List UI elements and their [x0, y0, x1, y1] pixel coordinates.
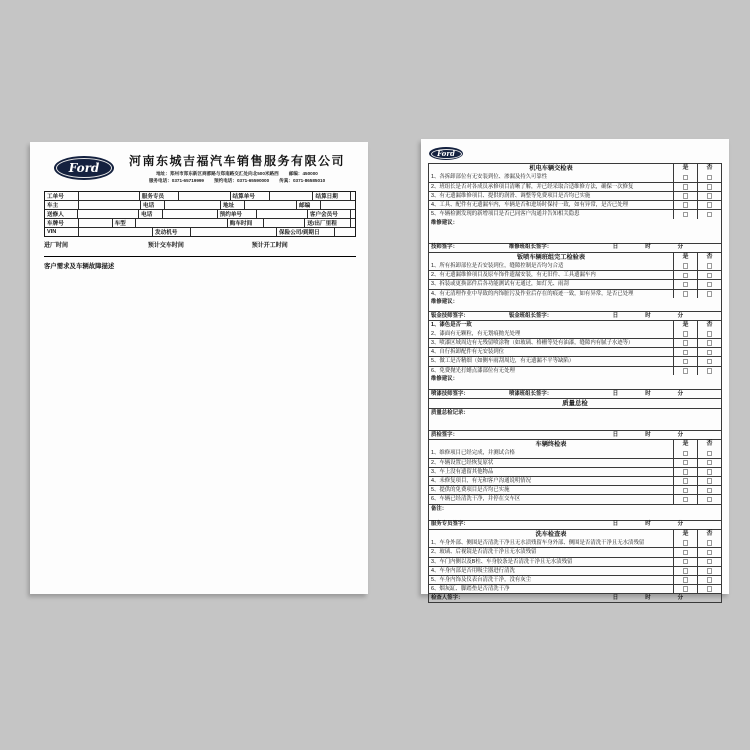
plate-no-value	[79, 219, 113, 227]
repair-order-page	[30, 142, 368, 594]
checklist-row	[429, 584, 721, 593]
yes-checkbox	[683, 202, 689, 208]
day-label: 日	[612, 431, 619, 438]
checklist-row	[429, 494, 721, 503]
insurance-label: 保险公司/到期日	[277, 228, 335, 236]
checklist-item-text: 1、车身外部、侧围是否清洗干净且无水渍残留车身外部、侧围是否清洗干净且无水渍残留	[429, 539, 674, 548]
checklist-item-text: 3、喷漆区域周边有无残留喷涂物（如玻璃、格栅等处有油漆，缝隙内有腻子水迹等）	[429, 339, 674, 347]
checklist-row	[429, 547, 721, 556]
inspection-checklist-page	[421, 139, 729, 602]
no-checkbox	[707, 350, 713, 356]
hour-label: 时	[645, 390, 651, 397]
owner-label: 车主	[45, 201, 79, 209]
company-address: 地址：郑州市郑东新区商都路与郑南路交汇处向北500米路西	[156, 170, 279, 176]
body-technician-signature-label: 钣金技师签字：	[431, 312, 469, 319]
datetime-labels	[613, 432, 683, 438]
yes-checkbox	[683, 368, 689, 374]
yes-checkbox	[683, 550, 689, 556]
checklist-item-text: 4、工具、配件有无遗漏车内，车辆是否和进场时保持一致，如有异常，是否已处理	[429, 201, 674, 209]
yes-column-header: 是	[674, 164, 698, 173]
minute-label: 分	[677, 312, 683, 319]
checklist-rows	[429, 329, 721, 374]
yes-cell	[674, 329, 698, 338]
yes-cell	[674, 271, 698, 279]
checklist-row	[429, 347, 721, 356]
no-checkbox	[707, 212, 713, 218]
checklist-row	[429, 200, 721, 209]
service-advisor-signature-label: 服务专员签字：	[431, 521, 469, 528]
wash-check-title: 洗车检查表	[429, 530, 674, 539]
paint-technician-signature-label: 喷漆技师签字：	[431, 390, 469, 397]
minute-label: 分	[677, 244, 683, 251]
checklist-item-text: 2、漆面有无颗粒，有无划痕抛光处理	[429, 329, 674, 338]
no-cell	[698, 339, 721, 347]
sender-phone-label: 电话	[139, 210, 163, 218]
yes-checkbox	[683, 488, 689, 494]
checklist-row	[429, 356, 721, 365]
yes-cell	[674, 357, 698, 365]
checklist-item-text: 3、有无遗漏维修项目、提供的润滑、调整等免费项目是否均已实施	[429, 192, 674, 200]
ford-logo-text: Ford	[68, 161, 100, 175]
fault-description-heading: 客户需求及车辆故障描述	[44, 263, 115, 270]
yes-checkbox	[683, 568, 689, 574]
time-row	[44, 240, 356, 249]
no-checkbox	[707, 273, 713, 279]
no-cell	[698, 357, 721, 365]
quality-inspection-section	[428, 398, 722, 440]
booking-no-value	[257, 210, 308, 218]
booking-phone: 预约电话：0371-65590000	[214, 178, 270, 183]
table-header	[429, 253, 721, 262]
checklist-row	[429, 539, 721, 548]
no-checkbox	[707, 469, 713, 475]
yes-cell	[674, 539, 698, 548]
wash-check-table	[428, 529, 722, 604]
yes-checkbox	[683, 282, 689, 288]
phone-label: 电话	[141, 201, 165, 209]
booking-no-label: 预约单号	[218, 210, 257, 218]
yes-cell	[674, 348, 698, 356]
yes-checkbox	[683, 184, 689, 190]
no-checkbox	[707, 559, 713, 565]
yes-cell	[674, 262, 698, 271]
checklist-item-text: 5、提供的免费项目是否均已实施	[429, 486, 674, 494]
day-label: 日	[612, 521, 619, 528]
checklist-item-text: 5、做工是否精细（如侧车雨刮周边，有无遗漏不平等缺陷）	[429, 357, 674, 365]
no-checkbox	[707, 359, 713, 365]
no-checkbox	[707, 184, 713, 190]
no-cell	[698, 468, 721, 476]
yes-cell	[674, 495, 698, 503]
ford-logo-text: Ford	[437, 149, 455, 158]
checklist-row	[429, 209, 721, 218]
day-label: 日	[612, 390, 619, 397]
checklist-item-text: 1、各拆卸部位有无安装到位、渗漏及持久可靠性	[429, 173, 674, 182]
body-foreman-signature-label: 钣金班组长签字：	[509, 312, 553, 319]
checklist-item-text: 1、漆色是否一致	[429, 321, 674, 330]
hour-label: 时	[645, 595, 651, 602]
address-label: 地址	[221, 201, 245, 209]
repair-advice-field: 维修建议：	[431, 298, 458, 305]
bodyshop-check-table	[428, 252, 722, 321]
checklist-item-text: 2、有无遗漏维修项目及原车饰件遗漏安装，有无旧件、工具遗漏车内	[429, 271, 674, 279]
yes-cell	[674, 486, 698, 494]
checklist-rows	[429, 539, 721, 594]
yes-cell	[674, 576, 698, 584]
technician-signature-label: 技师签字：	[431, 244, 458, 251]
checklist-item-text: 3、拆装或更换部件后各功能测试有无通过，如灯光、雨刮	[429, 280, 674, 288]
no-checkbox	[707, 451, 713, 457]
table-row	[45, 227, 355, 236]
yes-cell	[674, 201, 698, 209]
phone-line	[120, 178, 354, 184]
hour-label: 时	[645, 244, 651, 251]
no-checkbox	[707, 478, 713, 484]
datetime-labels	[613, 244, 683, 250]
no-checkbox	[707, 340, 713, 346]
minute-label: 分	[677, 595, 683, 602]
purchase-date-value	[264, 219, 306, 227]
yes-column-header: 是	[674, 321, 698, 330]
no-checkbox	[707, 263, 713, 269]
hour-label: 时	[645, 431, 651, 438]
yes-checkbox	[683, 212, 689, 218]
no-checkbox	[707, 193, 713, 199]
checklist-row	[429, 467, 721, 476]
work-order-no-label: 工单号	[45, 192, 79, 200]
yes-cell	[674, 567, 698, 575]
settlement-date-value	[351, 192, 355, 200]
hour-label: 时	[645, 521, 651, 528]
final-check-title: 车辆终检表	[429, 440, 674, 449]
no-checkbox	[707, 202, 713, 208]
yes-checkbox	[683, 478, 689, 484]
checklist-row	[429, 449, 721, 458]
work-order-no-value	[79, 192, 140, 200]
checklist-item-text: 2、玻璃、后视镜是否清洗干净且无水渍残留	[429, 548, 674, 556]
no-checkbox	[707, 460, 713, 466]
checklist-row	[429, 191, 721, 200]
yes-checkbox	[683, 577, 689, 583]
no-cell	[698, 348, 721, 356]
checklist-row	[429, 173, 721, 182]
datetime-labels	[613, 595, 683, 601]
no-checkbox	[707, 175, 713, 181]
no-checkbox	[707, 368, 713, 374]
no-checkbox	[707, 577, 713, 583]
company-postcode: 邮编：450000	[288, 170, 318, 176]
yes-cell	[674, 210, 698, 218]
signature-row	[429, 389, 721, 398]
paint-check-table	[428, 320, 722, 399]
checklist-rows	[429, 173, 721, 218]
divider	[44, 256, 356, 257]
table-header	[429, 164, 721, 173]
checklist-item-text: 1、维修项目已经完成，并测试合格	[429, 449, 674, 458]
no-cell	[698, 271, 721, 279]
checklist-item-text: 6、车辆已经清洗干净，并停在交车区	[429, 495, 674, 503]
left-page-header	[54, 152, 354, 184]
vin-label: VIN	[45, 228, 79, 236]
yes-checkbox	[683, 460, 689, 466]
ford-logo	[54, 156, 114, 180]
no-cell	[698, 486, 721, 494]
paint-check-lead-row	[429, 321, 721, 330]
table-row	[45, 218, 355, 227]
checklist-row	[429, 338, 721, 347]
minute-label: 分	[677, 521, 683, 528]
settlement-no-label: 结算单号	[231, 192, 270, 200]
no-cell	[698, 183, 721, 191]
fax-number: 传真：0371-86585010	[279, 178, 326, 183]
checklist-row	[429, 329, 721, 338]
repair-advice-field: 维修建议：	[431, 219, 458, 226]
checklist-item-text: 6、烟灰缸、脚踏垫是否清洗干净	[429, 585, 674, 593]
checklist-row	[429, 575, 721, 584]
no-cell	[698, 585, 721, 593]
no-cell	[698, 210, 721, 218]
checklist-rows	[429, 449, 721, 504]
mechanical-check-title: 机电车辆交检表	[429, 164, 674, 173]
quality-inspection-title: 质量总检	[562, 399, 588, 407]
day-label: 日	[612, 312, 619, 319]
no-column-header: 否	[706, 530, 713, 537]
checklist-row	[429, 566, 721, 575]
engine-no-label: 发动机号	[153, 228, 191, 236]
checklist-item-text: 4、车身内部是否用吸尘器进行清洗	[429, 567, 674, 575]
estimated-start-label: 预计开工时间	[251, 243, 288, 249]
settlement-no-value	[270, 192, 313, 200]
yes-checkbox	[683, 350, 689, 356]
checklist-row	[429, 270, 721, 279]
no-cell	[698, 539, 721, 548]
yes-cell	[674, 173, 698, 182]
ford-logo	[429, 147, 463, 160]
yes-checkbox	[683, 469, 689, 475]
entry-time-label: 进厂时间	[44, 243, 69, 249]
no-column-header: 否	[706, 253, 713, 260]
yes-cell	[674, 548, 698, 556]
yes-checkbox	[683, 497, 689, 503]
yes-checkbox	[683, 263, 689, 269]
foreman-signature-label: 维修班组长签字：	[509, 244, 553, 251]
checklist-row	[429, 485, 721, 494]
owner-value	[79, 201, 141, 209]
bodyshop-check-title: 钣喷车辆班组完工检验表	[429, 253, 674, 262]
inspector-signature-label: 检查人签字：	[431, 595, 464, 602]
checklist-item-text: 4、有无清理作业中导致的内饰脏污及作业后存在的痕迹一致，如有异常，是否已处理	[429, 290, 674, 298]
yes-cell	[674, 290, 698, 298]
service-phone: 服务电话：0371-65719999	[148, 178, 204, 183]
checklist-row	[429, 182, 721, 191]
yes-checkbox	[683, 193, 689, 199]
hour-label: 时	[645, 312, 651, 319]
yes-cell	[674, 183, 698, 191]
sender-label: 送修人	[45, 210, 78, 218]
repair-advice-field: 维修建议：	[431, 375, 458, 382]
table-header	[429, 440, 721, 449]
yes-cell	[674, 192, 698, 200]
signature-row	[429, 311, 721, 320]
yes-checkbox	[683, 559, 689, 565]
no-cell	[698, 367, 721, 375]
quality-inspector-signature-label: 质检签字：	[431, 431, 458, 438]
yes-checkbox	[683, 273, 689, 279]
checklist-row	[429, 262, 721, 271]
company-title: 河南东城吉福汽车销售服务有限公司	[128, 154, 345, 168]
no-cell	[698, 567, 721, 575]
checklist-item-text: 1、所有拆卸部位是否安装到位，缝隙控制是否均匀合适	[429, 262, 674, 271]
address-value	[245, 201, 297, 209]
no-checkbox	[707, 488, 713, 494]
address-line	[120, 171, 354, 177]
signature-row	[429, 520, 721, 529]
phone-value	[165, 201, 221, 209]
no-cell	[698, 290, 721, 298]
no-cell	[698, 477, 721, 485]
signature-row	[429, 243, 721, 252]
no-cell	[698, 173, 721, 182]
member-no-label: 客户会员号	[308, 210, 351, 218]
sender-phone-value	[163, 210, 218, 218]
checklist-row	[429, 366, 721, 375]
quality-record-field: 质量总检记录：	[429, 408, 721, 430]
settlement-date-label: 结算日期	[313, 192, 351, 200]
yes-checkbox	[683, 331, 689, 337]
plate-no-label: 车牌号	[45, 219, 79, 227]
member-no-value	[351, 210, 355, 218]
yes-cell	[674, 339, 698, 347]
day-label: 日	[612, 595, 619, 602]
checklist-row	[429, 557, 721, 566]
no-checkbox	[707, 497, 713, 503]
yes-checkbox	[683, 540, 689, 546]
day-label: 日	[612, 244, 619, 251]
vin-value	[79, 228, 153, 236]
purchase-date-label: 购车时间	[228, 219, 264, 227]
company-title-block	[114, 152, 354, 184]
model-value	[136, 219, 227, 227]
yes-cell	[674, 477, 698, 485]
datetime-labels	[613, 313, 683, 319]
checklist-item-text: 4、未修复项目，有无和客户沟通说明情况	[429, 477, 674, 485]
yes-cell	[674, 280, 698, 288]
checklist-row	[429, 279, 721, 288]
no-cell	[698, 459, 721, 467]
postcode-label: 邮编	[297, 201, 321, 209]
table-header	[429, 530, 721, 539]
no-column-header: 否	[706, 165, 713, 172]
yes-cell	[674, 585, 698, 593]
vehicle-info-table	[44, 191, 356, 237]
yes-column-header: 是	[674, 530, 698, 539]
paint-foreman-signature-label: 喷漆班组长签字：	[509, 390, 553, 397]
insurance-value	[335, 228, 355, 236]
no-checkbox	[707, 331, 713, 337]
no-checkbox	[707, 291, 713, 297]
yes-checkbox	[683, 359, 689, 365]
checklist-item-text: 4、自行拆卸配件有无安装到位	[429, 348, 674, 356]
signature-row	[429, 430, 721, 439]
table-row	[45, 209, 355, 218]
engine-no-value	[191, 228, 277, 236]
no-checkbox	[707, 568, 713, 574]
postcode-value	[321, 201, 355, 209]
yes-cell	[674, 449, 698, 458]
checklist-item-text: 6、免费抛光打蜡点漆部位有无处理	[429, 367, 674, 375]
yes-cell	[674, 367, 698, 375]
yes-cell	[674, 468, 698, 476]
note-field: 备注：	[429, 504, 721, 520]
table-row	[45, 200, 355, 209]
mechanical-check-table	[428, 163, 722, 253]
mileage-value	[351, 219, 355, 227]
no-cell	[698, 576, 721, 584]
yes-checkbox	[683, 291, 689, 297]
no-cell	[698, 192, 721, 200]
checklist-row	[429, 476, 721, 485]
checklist-item-text: 3、车门内侧以及B柱、车身胶条是否清洗干净且无水渍残留	[429, 558, 674, 566]
no-checkbox	[707, 282, 713, 288]
no-cell	[698, 495, 721, 503]
service-advisor-value	[179, 192, 230, 200]
no-cell	[698, 262, 721, 271]
no-cell	[698, 329, 721, 338]
no-column-header: 否	[706, 321, 713, 328]
yes-column-header: 是	[674, 440, 698, 449]
no-cell	[698, 548, 721, 556]
signature-row	[429, 593, 721, 602]
estimated-delivery-label: 预计交车时间	[147, 243, 184, 249]
minute-label: 分	[677, 390, 683, 397]
no-cell	[698, 201, 721, 209]
yes-checkbox	[683, 340, 689, 346]
table-row	[45, 192, 355, 200]
no-checkbox	[707, 586, 713, 592]
no-cell	[698, 558, 721, 566]
yes-cell	[674, 459, 698, 467]
no-checkbox	[707, 540, 713, 546]
no-checkbox	[707, 550, 713, 556]
checklist-item-text: 5、车辆检测发现的新增项目是否已同客户沟通并告知相关隐患	[429, 210, 674, 218]
checklist-rows	[429, 262, 721, 298]
datetime-labels	[613, 521, 683, 527]
minute-label: 分	[677, 431, 683, 438]
checklist-item-text: 2、班组长是否对各成员承修项目清晰了解，并已经采取合适维修方法，确保一次修复	[429, 183, 674, 191]
model-label: 车型	[113, 219, 137, 227]
no-column-header: 否	[706, 440, 713, 447]
sender-value	[78, 210, 139, 218]
checklist-row	[429, 289, 721, 298]
yes-checkbox	[683, 586, 689, 592]
checklist-row	[429, 458, 721, 467]
mileage-label: 送/出厂里程	[305, 219, 351, 227]
no-cell	[698, 449, 721, 458]
service-advisor-label: 服务专员	[140, 192, 179, 200]
checklist-item-text: 5、车身内饰及仪表台清洗干净，没有灰尘	[429, 576, 674, 584]
datetime-labels	[613, 391, 683, 397]
final-check-table	[428, 439, 722, 530]
yes-column-header: 是	[674, 253, 698, 262]
checklist-item-text: 3、车上没有遗留其他物品	[429, 468, 674, 476]
yes-checkbox	[683, 175, 689, 181]
checklist-item-text: 2、车辆设置已经恢复原状	[429, 459, 674, 467]
yes-cell	[674, 558, 698, 566]
no-cell	[698, 280, 721, 288]
yes-checkbox	[683, 451, 689, 457]
